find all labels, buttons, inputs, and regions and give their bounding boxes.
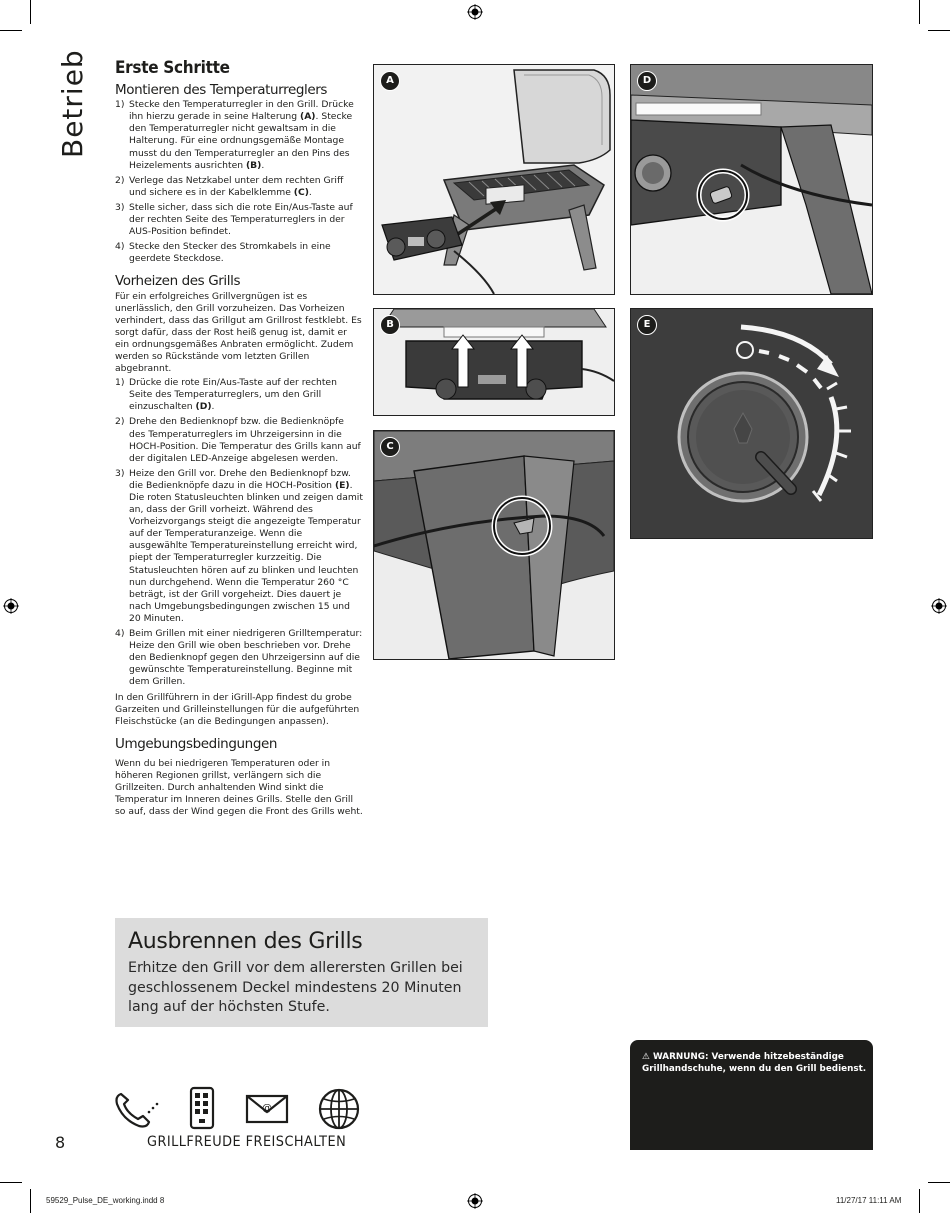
figure-c-badge: C [380,437,400,457]
step-number: 4) [115,628,125,640]
preheat-step [115,377,363,413]
crop-mark [0,1182,22,1183]
mount-step [115,175,363,199]
figure-reference: (C) [293,186,309,198]
figure-e-illustration [631,309,872,538]
figure-b [373,308,615,416]
warning-text [642,1051,867,1075]
figure-reference: (E) [334,479,350,491]
figure-a [373,64,615,295]
figure-d-badge: D [637,71,657,91]
side-title-text: Betrieb [56,49,89,158]
figure-d [630,64,873,295]
step-text: Drehe den Bedienknopf bzw. die Bedienknöpfe des Temperaturreglers im Uhrzeigersinn in die HOCH-Position. Die Temperatur des Grills kann auf der digitalen LED-Anzeige abgelesen werden. [129,416,361,464]
figure-d-illustration [631,65,872,294]
figure-a-badge: A [380,71,400,91]
step-number: 1) [115,377,125,389]
warning-icon: ⚠ [642,1052,650,1062]
registration-mark-icon [467,1193,483,1209]
step-text: . Stecke den Temperaturregler nicht gewaltsam in die Halterung. Für eine ordnungsgemäße Montage musst du den Temperaturregler an den Pins des Heizelements ausrichten [129,111,353,171]
mount-steps-list [115,99,363,265]
step-number: 3) [115,467,125,479]
figure-c-illustration [374,431,614,659]
step-text: . [308,186,312,198]
email-icon [245,1094,289,1124]
figure-reference: (B) [245,159,262,171]
step-number: 3) [115,201,125,213]
mobile-app-icon [189,1086,215,1130]
globe-icon [317,1087,361,1131]
preheat-outro: In den Grillführern in der iGrill-App findest du grobe Garzeiten und Grilleinstellungen für die aufgeführten Fleischstücke (an die Bedingungen anpassen). [115,691,360,727]
preheat-intro: Für ein erfolgreiches Grillvergnügen ist es unerlässlich, den Grill vorzuheizen. Das Vorheizen verhindert, dass das Grillgut am Grillrost festklebt. Es sorgt dafür, dass der Rost heiß genug ist, damit er ein ordnungsgemäßes Anbraten ermöglicht. Zudem werden so Rückstände vom letzten Grillen abgebrannt. [115,290,362,375]
crop-mark [928,1182,950,1183]
svg-text:@: @ [262,1103,272,1114]
mount-step [115,202,363,238]
step-text: Beim Grillen mit einer niedrigeren Grilltemperatur: Heize den Grill wie oben beschrieben vor. Drehe den Bedienknopf gegen den Uhrzeigersinn auf die gewünschte Temperatureinstellung. Beginne mit dem Grillen. [129,628,363,688]
figure-e-badge: E [637,315,657,335]
warning-label: WARNUNG: Verwende hitzebeständige Grillhandschuhe, wenn du den Grill bedienst. [642,1052,867,1074]
crop-mark [30,1189,31,1213]
step-number: 2) [115,416,125,428]
step-number: 2) [115,174,125,186]
step-text: Stecke den Temperaturregler in den Grill. Drücke ihn hierzu gerade in seine Halterung [129,99,354,123]
preheat-steps-list [115,377,363,688]
step-text: Stecke den Stecker des Stromkabels in eine geerdete Steckdose. [129,241,331,265]
crop-mark [928,30,950,31]
figure-reference: (D) [195,401,212,413]
step-text: Drücke die rote Ein/Aus-Taste auf der rechten Seite des Temperaturreglers, um den Grill einzuschalten [129,377,337,413]
figure-e [630,308,873,539]
registration-mark-icon [467,4,483,20]
crop-mark [919,0,920,24]
figure-a-illustration [374,65,614,294]
figure-reference: (A) [300,111,316,123]
page-number: 8 [55,1133,66,1152]
preheat-step [115,468,363,625]
burn-in-text: Erhitze den Grill vor dem allerersten Grillen bei geschlossenem Deckel mindestens 20 Minuten lang auf der höchsten Stufe. [128,960,463,1015]
registration-mark-icon [931,598,947,614]
crop-mark [919,1189,920,1213]
env-heading: Umgebungsbedingungen [115,735,278,752]
step-text: . Die roten Statusleuchten blinken und zeigen damit an, dass der Grill vorheizt. Während des Vorheizvorgangs steigt die angezeigte Temperatur auf der Temperaturanzeige. Wenn die ausgewählte Temperatureinstellung erreicht wird, piept der Temperaturregler kurzzeitig. Die Statusleuchten hören auf zu blinken und leuchten nun durchgehend. Wenn die Temperatur 260 °C beträgt, ist der Grill vorgeheizt. Dies dauert je nach Umgebungsbedingungen zwischen 15 und 20 Minuten. [129,479,363,624]
footer-tagline: GRILLFREUDE FREISCHALTEN [147,1134,347,1150]
registration-mark-icon [3,598,19,614]
print-file-name: 59529_Pulse_DE_working.indd 8 [46,1196,165,1205]
preheat-heading: Vorheizen des Grills [115,273,241,290]
crop-mark [30,0,31,24]
phone-icon [113,1090,161,1130]
step-text: Heize den Grill vor. Drehe den Bedienknopf bzw. die Bedienknöpfe dazu in die HOCH-Position [129,467,351,491]
warning-box [630,1040,873,1150]
crop-mark [0,30,22,31]
step-text: Stelle sicher, dass sich die rote Ein/Aus-Taste auf der rechten Seite des Temperaturreglers in der AUS-Position befindet. [129,201,353,238]
burn-in-title: Ausbrennen des Grills [128,929,363,954]
mount-step [115,99,363,172]
step-text: . [211,401,215,413]
instructions-column [115,60,363,820]
figure-b-illustration [374,309,614,415]
figure-b-badge: B [380,315,400,335]
mount-heading: Montieren des Temperaturreglers [115,82,328,99]
section-title: Erste Schritte [115,58,230,78]
step-number: 1) [115,99,125,111]
figure-c [373,430,615,660]
env-text: Wenn du bei niedrigeren Temperaturen oder in höheren Regionen grillst, verlängern sich die Grillzeiten. Durch anhaltenden Wind sinkt die Temperatur im Inneren deines Grills. Stelle den Grill so auf, dass der Wind gegen die Front des Grills weht. [115,757,363,818]
step-text: Verlege das Netzkabel unter dem rechten Griff und sichere es in der Kabelklemme [129,174,344,198]
mount-step [115,241,363,265]
step-number: 4) [115,241,125,253]
preheat-step [115,628,363,688]
burn-in-box [115,918,488,1027]
print-date: 11/27/17 11:11 AM [836,1196,902,1205]
step-text: . [261,159,265,171]
side-section-title [52,49,92,160]
contact-icons [113,1086,373,1134]
preheat-step [115,416,363,464]
